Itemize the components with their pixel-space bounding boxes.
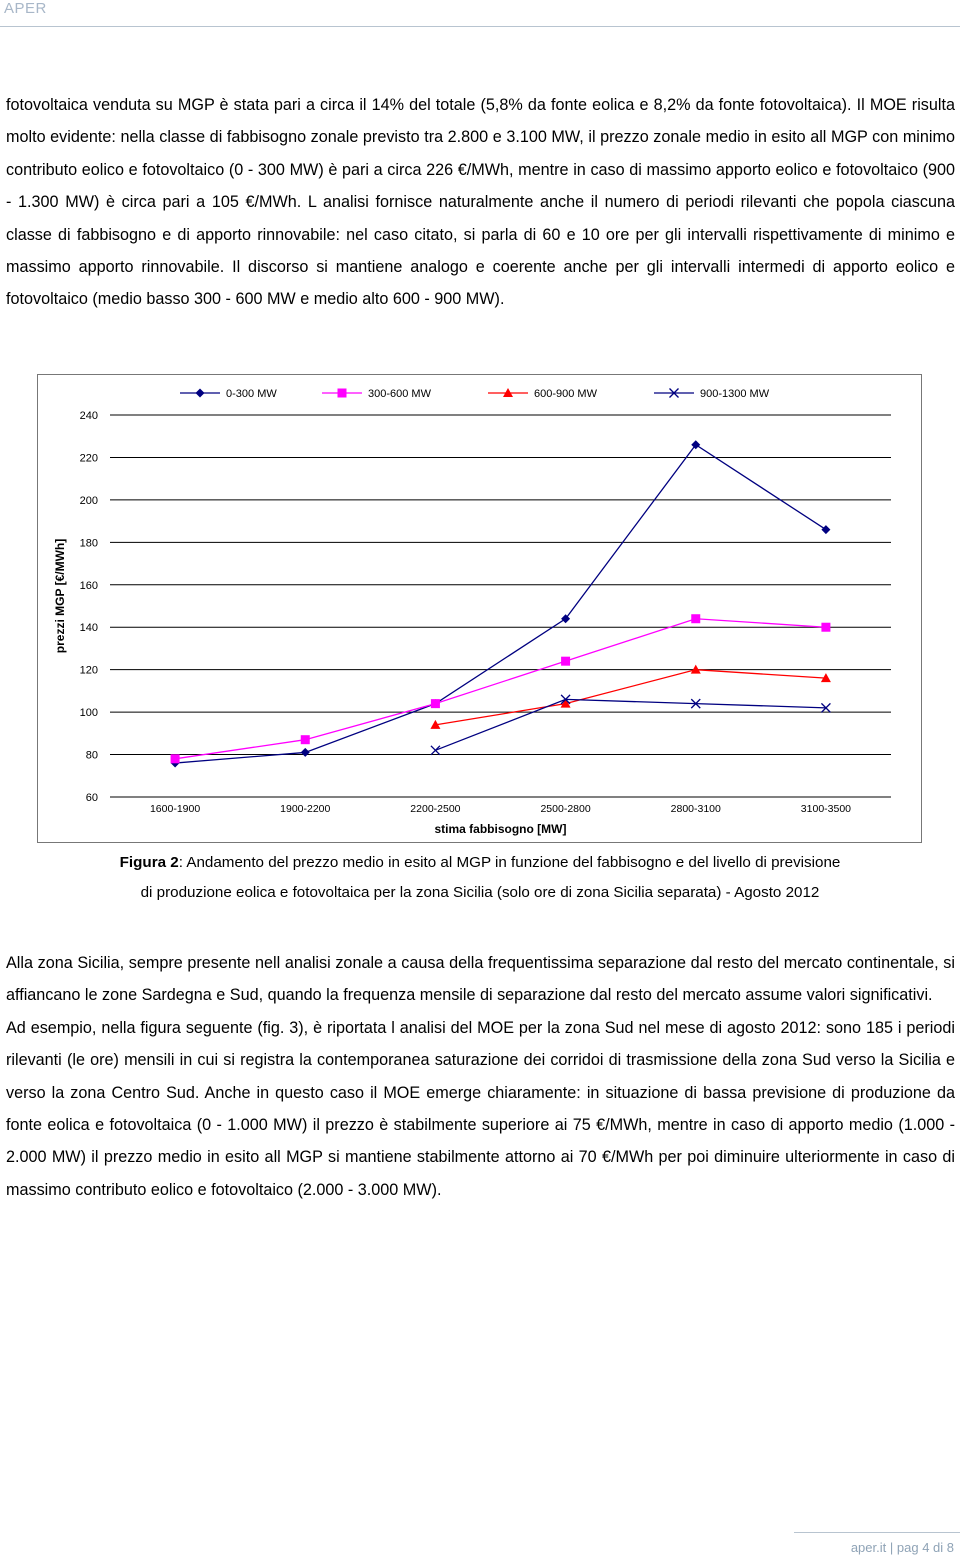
- y-tick-label: 80: [85, 749, 98, 762]
- footer-divider: [794, 1532, 960, 1533]
- figure-caption-text: : Andamento del prezzo medio in esito al MGP in funzione del fabbisogno e del livello di previsione: [178, 854, 841, 871]
- data-point-series-0: [301, 748, 310, 757]
- footer: [851, 1540, 954, 1555]
- y-axis-title: prezzi MGP [€/MWh]: [53, 538, 67, 654]
- series-line-2: [435, 670, 826, 725]
- page-number: pag 4 di 8: [896, 1540, 954, 1555]
- data-point-series-1: [561, 657, 570, 666]
- series-line-3: [435, 699, 826, 750]
- paragraph-example: Ad esempio, nella figura seguente (fig. 3), è riportata l analisi del MOE per la zona Sud nel mese di agosto 2012: sono 185 i periodi rilevanti (le ore) mensili in cui si registra la contemporanea saturazione dei corridoi di trasmissione della zona Sud verso la Sicilia e verso la zona Centro Sud. Anche in questo caso il MOE emerge chiaramente: in situazione di bassa previsione di produzione da fonte eolica e fotovoltaica (0 - 1.000 MW) il prezzo è stabilmente superiore ai 75 €/MWh, mentre in caso di apporto medio (1.000 - 2.000 MW) il prezzo medio in esito all MGP si mantiene stabilmente attorno ai 70 €/MWh per poi diminuire ulteriormente in caso di massimo contributo eolico e fotovoltaico (2.000 - 3.000 MW).: [6, 1018, 955, 1199]
- data-point-series-2: [691, 665, 701, 674]
- figure-caption-line-2: di produzione eolica e fotovoltaica per la zona Sicilia (solo ore di zona Sicilia separata) - Agosto 2012: [140, 884, 820, 901]
- x-tick-label: 2500-2800: [540, 803, 591, 815]
- body-paragraph-1: fotovoltaica venduta su MGP è stata pari a circa il 14% del totale (5,8% da fonte eolica e 8,2% da fonte fotovoltaica). Il MOE risulta molto evidente: nella classe di fabbisogno zonale previsto tra 2.800 e 3.100 MW, il prezzo zonale medio in esito all MGP con minimo contributo eolico e fotovoltaico (0 - 300 MW) è pari a circa 226 €/MWh, mentre in caso di massimo apporto eolico e fotovoltaico (900 - 1.300 MW) è circa pari a 105 €/MWh. L analisi fornisce naturalmente anche il numero di periodi rilevanti che popola ciascuna classe di fabbisogno e di apporto rinnovabile: nel caso citato, si parla di 60 e 10 ore per gli intervalli rispettivamente di minimo e massimo apporto rinnovabile. Il discorso si mantiene analogo e coerente anche per gli intervalli intermedi di apporto eolico e fotovoltaico (medio basso 300 - 600 MW e medio alto 600 - 900 MW).: [6, 96, 955, 309]
- body-paragraph-2: [6, 947, 955, 1206]
- legend-marker: [338, 389, 347, 398]
- x-tick-label: 2800-3100: [670, 803, 721, 815]
- legend-label: 600-900 MW: [534, 388, 597, 400]
- x-tick-label: 1600-1900: [149, 803, 201, 815]
- figure-caption-label: Figura 2: [119, 854, 179, 871]
- y-tick-label: 200: [79, 494, 98, 507]
- data-point-series-1: [301, 735, 310, 744]
- y-tick-label: 220: [79, 452, 98, 465]
- figure-caption-line-1: [0, 849, 960, 877]
- y-tick-label: 240: [79, 410, 98, 422]
- series-line-0: [175, 445, 826, 763]
- legend-label: 300-600 MW: [368, 388, 431, 400]
- data-point-series-1: [821, 623, 830, 632]
- y-tick-label: 180: [79, 537, 98, 550]
- legend-marker: [196, 389, 205, 398]
- price-chart: [38, 375, 921, 842]
- y-tick-label: 60: [85, 792, 98, 804]
- chart-frame: [37, 374, 922, 843]
- data-point-series-1: [171, 754, 180, 763]
- footer-link[interactable]: aper.it: [850, 1540, 887, 1555]
- y-tick-label: 100: [79, 707, 98, 720]
- x-axis-title: stima fabbisogno [MW]: [434, 822, 567, 836]
- series-line-1: [175, 619, 826, 759]
- y-tick-label: 120: [79, 664, 98, 677]
- header-logo: APER: [4, 0, 47, 17]
- y-tick-label: 140: [79, 622, 98, 635]
- x-tick-label: 2200-2500: [410, 803, 461, 815]
- x-tick-label: 1900-2200: [280, 803, 331, 815]
- data-point-series-1: [691, 614, 700, 623]
- x-tick-label: 3100-3500: [800, 803, 852, 815]
- data-point-series-1: [431, 699, 440, 708]
- paragraph-zones: Alla zona Sicilia, sempre presente nell analisi zonale a causa della frequentissima separazione dal resto del mercato continentale, si affiancano le zone Sardegna e Sud, quando la frequenza mensile di separazione dal resto del mercato assume valori significativi.: [6, 954, 955, 1005]
- y-tick-label: 160: [79, 579, 98, 592]
- legend-label: 900-1300 MW: [700, 388, 770, 400]
- data-point-series-0: [821, 525, 830, 534]
- header-divider: [0, 26, 960, 27]
- legend-label: 0-300 MW: [226, 388, 277, 400]
- data-point-series-3: [431, 746, 440, 755]
- footer-separator: |: [889, 1540, 894, 1555]
